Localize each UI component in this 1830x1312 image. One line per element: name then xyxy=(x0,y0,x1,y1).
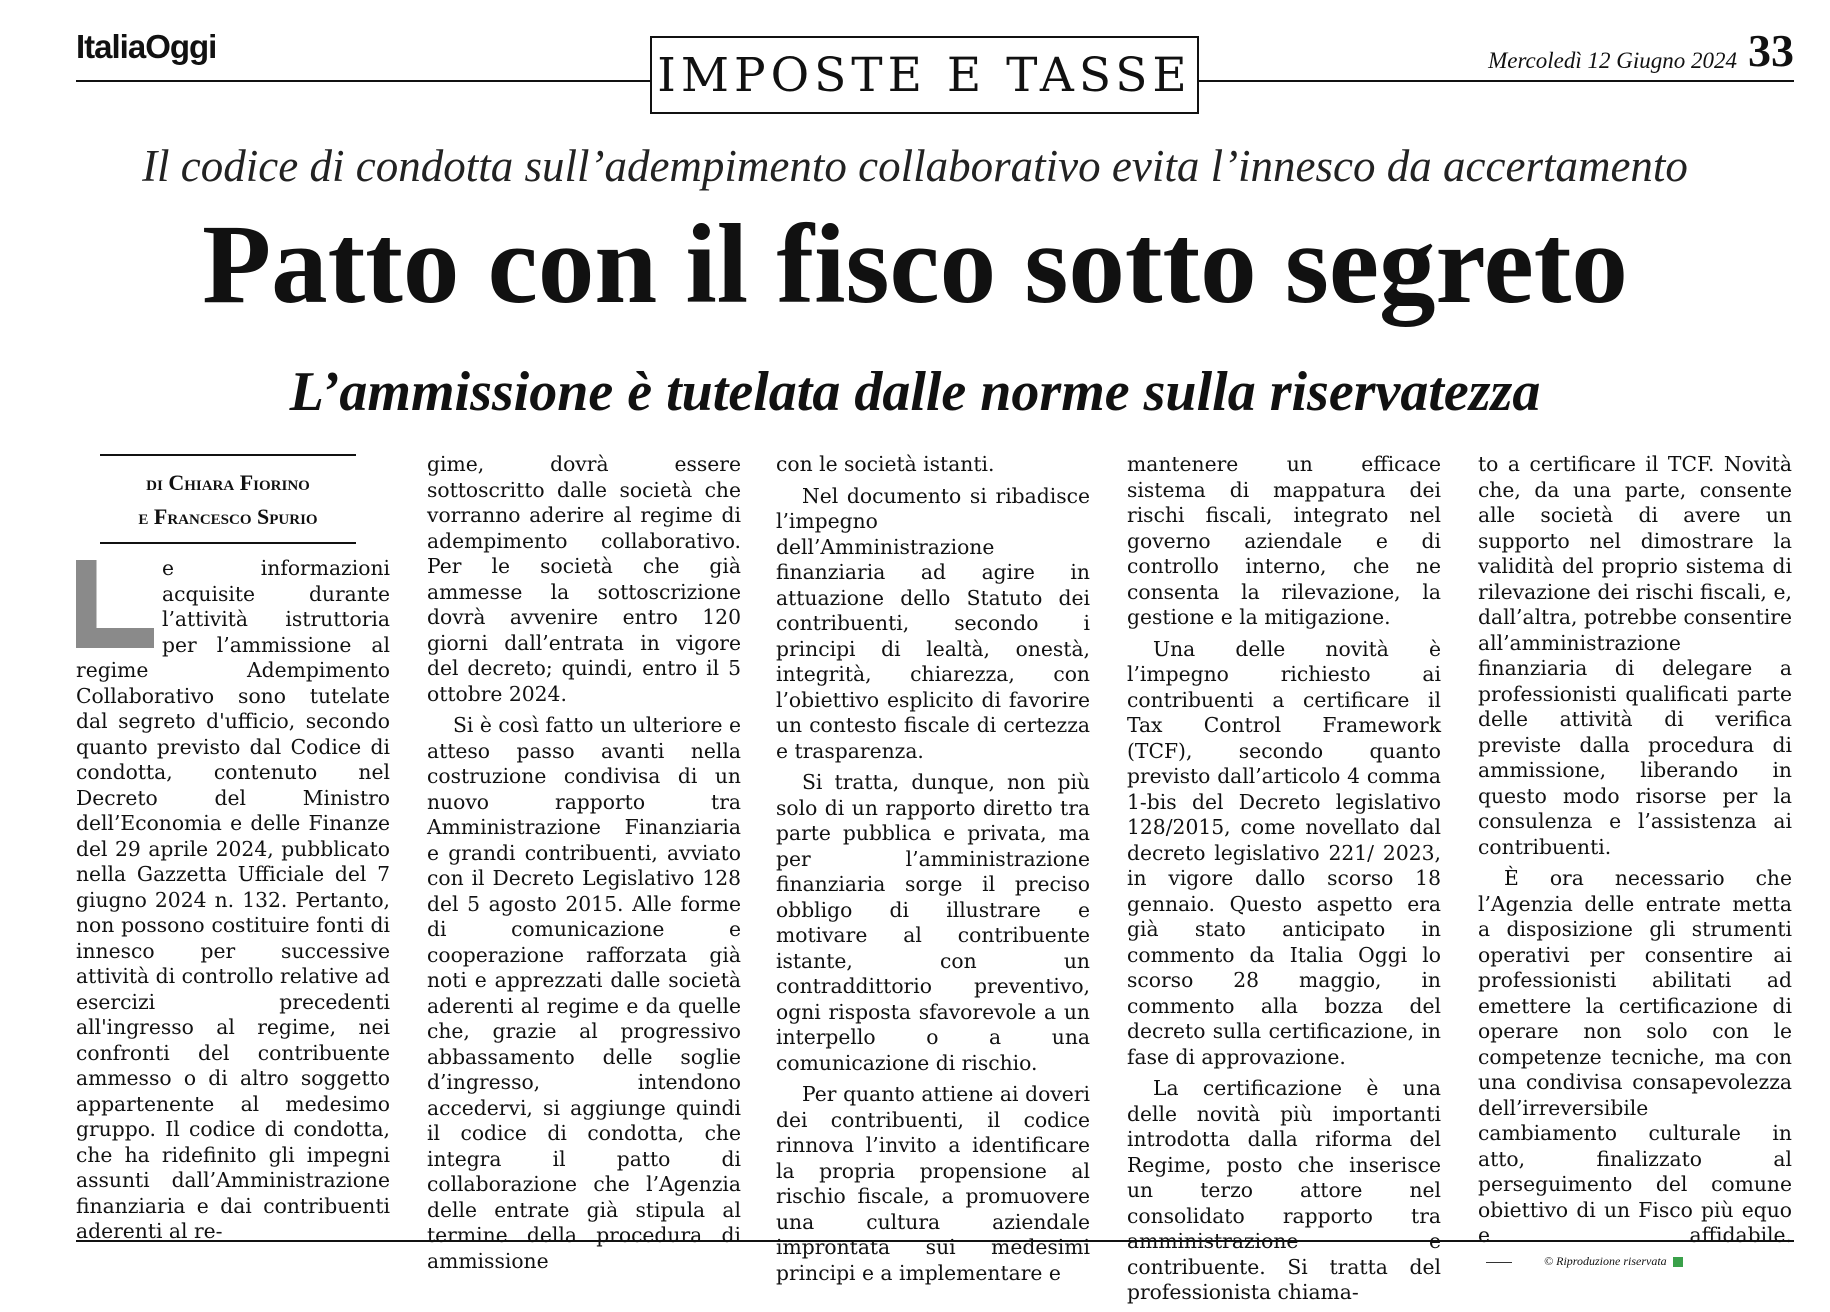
masthead-logo: ItaliaOggi xyxy=(76,28,217,65)
footer-rule xyxy=(76,1240,1794,1242)
section-label: IMPOSTE E TASSE xyxy=(657,47,1192,103)
paragraph: mantenere un efficace sistema di mappatura dei rischi fiscali, integrato nel governo aziendale e di controllo interno, che ne consenta la rilevazione, la gestione e la mitigazione. xyxy=(1127,452,1441,629)
byline-author-1: di Chiara Fiorino xyxy=(146,470,310,495)
article-kicker: Il codice di condotta sull’adempimento collaborativo evita l’innesco da accertamento xyxy=(142,141,1688,191)
paragraph xyxy=(1478,866,1792,1275)
article-column-2 xyxy=(427,452,741,1280)
article-column-1 xyxy=(76,556,390,1251)
copyright-text: © Riproduzione riservata xyxy=(1544,1254,1667,1269)
byline-author-2: e Francesco Spurio xyxy=(138,504,318,529)
article-column-3 xyxy=(776,452,1090,1292)
article-subhead: L’ammissione è tutelata dalle norme sulla riservatezza xyxy=(289,361,1541,423)
paragraph: Una delle novità è l’impegno richiesto ai contribuenti a certificare il Tax Control Framework (TCF), secondo quanto previsto dall’articolo 4 comma 1-bis del Decreto legislativo 128/2015, come novellato dal decreto legislativo 221/ 2023, in vigore dallo scorso 18 gennaio. Questo aspetto era già stato anticipato in commento da Italia Oggi lo scorso 28 maggio, in commento alla bozza del decreto sulla certificazione, in fase di approvazione. xyxy=(1127,636,1441,1069)
paragraph: con le società istanti. xyxy=(776,452,995,476)
section-label-box xyxy=(650,36,1199,114)
copyright-notice xyxy=(1486,1249,1683,1275)
paragraph-text: È ora necessario che l’Agenzia delle entrate metta a disposizione gli strumenti operativi per consentire ai professionisti abilitati ad emettere la certificazione di operare non solo con le competenze tecniche, ma con una condivisa consapevolezza dell’irreversibile cambiamento culturale in atto, finalizzato al perseguimento del comune obiettivo di un Fisco più equo e affidabile. xyxy=(1478,866,1792,1247)
paragraph: to a certificare il TCF. Novità che, da una parte, consente alle società di avere un supporto nel dimostrare la validità del proprio sistema di rilevazione dei rischi fiscali, e, dall’altra, potrebbe consentire all’amministrazione finanziaria di delegare a professionisti qualificati parte delle attività di verifica previste dalla procedura di ammissione, liberando in questo modo risorse per la consulenza e l’assistenza ai contribuenti. xyxy=(1478,452,1792,859)
paragraph: e informazioni acquisite durante l’attività istruttoria per l’ammissione al regime Adempimento Collaborativo sono tutelate dal segreto d'ufficio, secondo quanto previsto dal Codice di condotta, contenuto nel Decreto del Ministro dell’Economia e delle Finanze del 29 aprile 2024, pubblicato nella Gazzetta Ufficiale del 7 giugno 2024 n. 132. Pertanto, non possono costituire fonti di innesco per successive attività di controllo relative ad esercizi precedenti all'ingresso al regime, nei confronti del contribuente ammesso o di altro soggetto appartenente al medesimo gruppo. Il codice di condotta, che ha ridefinito gli impegni assunti dall’Amministrazione finanziaria e dai contribuenti aderenti al re- xyxy=(76,556,390,1243)
paragraph: Nel documento si ribadisce l’impegno dell’Amministrazione finanziaria ad agire in attuazione dello Statuto dei contribuenti, secondo i principi di lealtà, onestà, integrità, chiarezza, con l’obiettivo esplicito di favorire un contesto fiscale di certezza e trasparenza. xyxy=(776,483,1090,763)
page-number: 33 xyxy=(1748,25,1794,76)
paragraph: gime, dovrà essere sottoscritto dalle società che vorranno aderire al regime di adempimento collaborativo. Per le società che già ammesse la sottoscrizione dovrà avvenire entro 120 giorni dall’entrata in vigore del decreto; quindi, entro il 5 ottobre 2024. xyxy=(427,452,741,706)
paragraph: Si è così fatto un ulteriore e atteso passo avanti nella costruzione condivisa di un nuovo rapporto tra Amministrazione Finanziaria e grandi contribuenti, avviato con il Decreto Legislativo 128 del 5 agosto 2015. Alle forme di comunicazione e cooperazione rafforzata già noti e apprezzati dalle società aderenti al regime e da quelle che, grazie al progressivo abbassamento delle soglie d’ingresso, intendono accedervi, si aggiunge quindi il codice di condotta, che integra il patto di collaborazione che l’Agenzia delle entrate già stipula al termine della procedura di ammissione xyxy=(427,713,741,1273)
drop-cap xyxy=(76,560,154,648)
paragraph: Si tratta, dunque, non più solo di un rapporto diretto tra parte pubblica e privata, ma per l’amministrazione finanziaria sorge il preciso obbligo di illustrare e motivare al contribuente istante, con un contraddittorio preventivo, ogni risposta sfavorevole a un interpello o a una comunicazione di rischio. xyxy=(776,770,1090,1075)
article-column-4 xyxy=(1127,452,1441,1312)
paragraph: La certificazione è una delle novità più importanti introdotta dalla riforma del Regime, posto che inserisce un terzo attore nel consolidato rapporto tra amministrazione e contribuente. Si tratta del professionista chiama- xyxy=(1127,1076,1441,1304)
article-headline: Patto con il fisco sotto segreto xyxy=(202,202,1628,327)
issue-date: Mercoledì 12 Giugno 2024 xyxy=(1488,48,1737,73)
paragraph: Per quanto attiene ai doveri dei contribuenti, il codice rinnova l’invito a identificare la propria propensione al rischio fiscale, a promuovere una cultura aziendale improntata sui medesimi principi e a implementare e xyxy=(776,1082,1090,1285)
byline xyxy=(100,454,356,544)
article-column-5 xyxy=(1478,452,1792,1281)
